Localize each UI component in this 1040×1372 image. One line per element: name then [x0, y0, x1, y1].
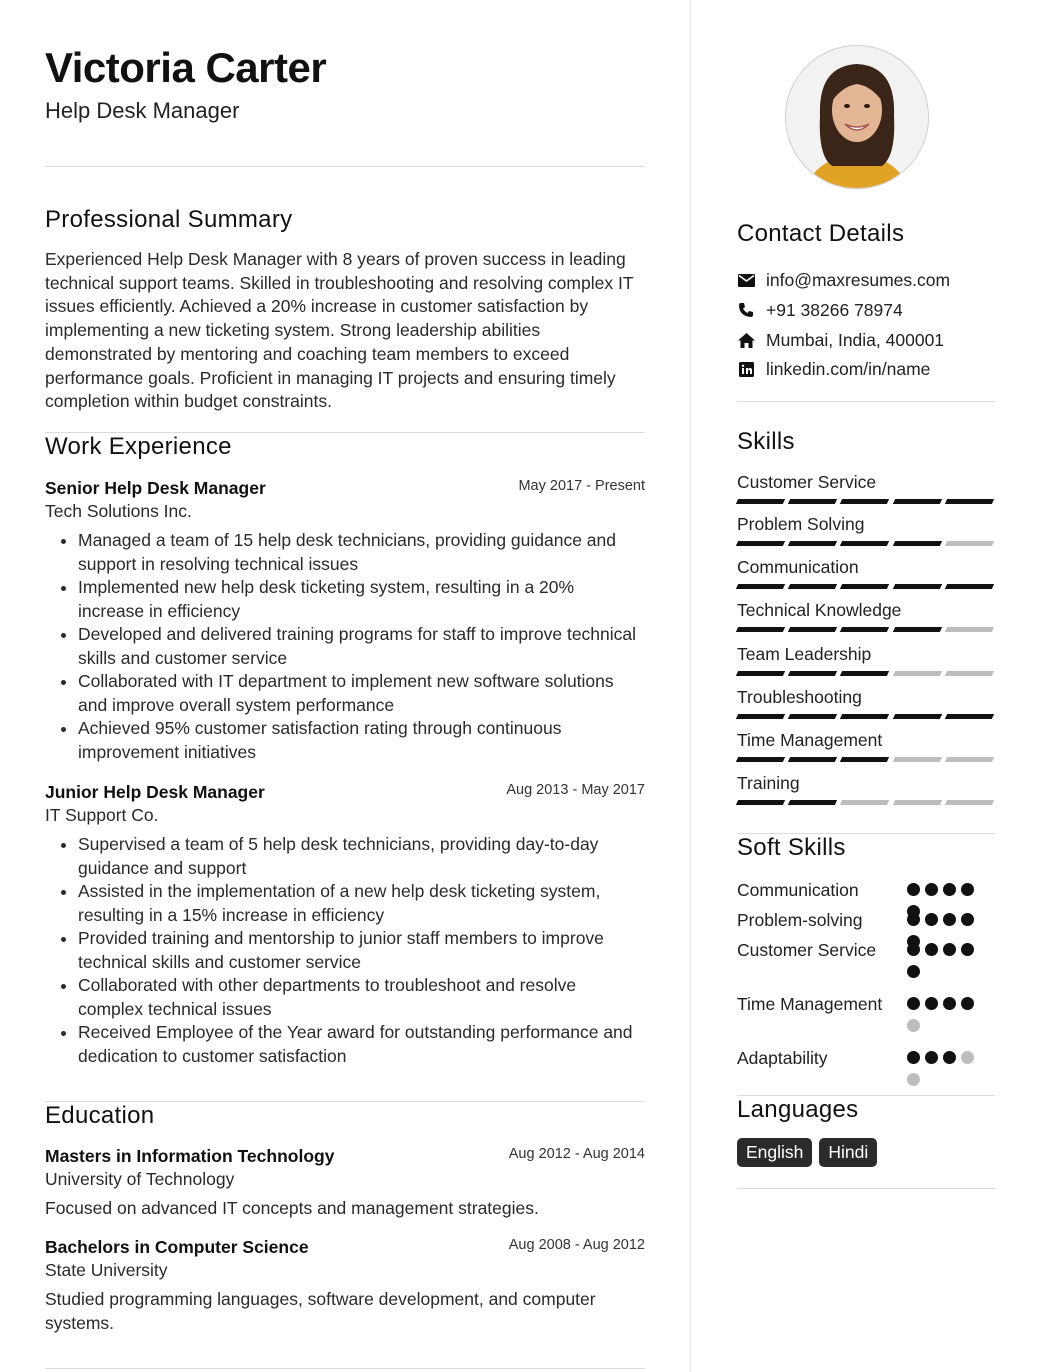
skill-level-segment: [892, 499, 942, 504]
job-bullet: • Supervised a team of 5 help desk technicians, providing day-to-day guidance and support: [78, 833, 645, 880]
soft-skill-name: Adaptability: [737, 1048, 828, 1068]
job-dates: May 2017 - Present: [518, 478, 645, 494]
soft-skills-heading: Soft Skills: [737, 834, 846, 861]
skill-item: [737, 600, 995, 621]
skill-level-segment: [736, 757, 786, 762]
rating-dot: [961, 913, 974, 926]
skill-level-segment: [945, 499, 995, 504]
education-dates: Aug 2012 - Aug 2014: [508, 1146, 645, 1162]
linkedin-text: linkedin.com/in/name: [766, 358, 931, 379]
degree: Bachelors in Computer Science: [45, 1237, 309, 1257]
skill-name: Customer Service: [737, 472, 877, 492]
skill-level-segment: [840, 541, 890, 546]
main-column: [45, 0, 645, 1372]
skill-name: Training: [737, 773, 800, 793]
skill-level-segment: [736, 714, 786, 719]
skill-level-segment: [892, 627, 942, 632]
skill-level-segment: [788, 714, 838, 719]
skill-level-segment: [840, 671, 890, 676]
skill-item: [737, 687, 995, 708]
profile-photo: [785, 45, 929, 189]
job-bullet: • Developed and delivered training programs for staff to improve technical skills and customer service: [78, 623, 645, 670]
divider: [737, 1188, 995, 1189]
skill-level-bar: [737, 714, 993, 719]
rating-dot: [907, 913, 920, 926]
contact-linkedin[interactable]: [737, 357, 930, 381]
skill-level-bar: [737, 671, 993, 676]
soft-skill-item: [737, 1046, 995, 1070]
skill-level-segment: [736, 800, 786, 805]
sidebar: [737, 0, 995, 1372]
skill-level-segment: [736, 671, 786, 676]
envelope-icon: [737, 271, 755, 289]
skill-level-segment: [788, 757, 838, 762]
address-text: Mumbai, India, 400001: [766, 329, 945, 350]
soft-skill-rating: [907, 997, 987, 1032]
job-bullet: • Provided training and mentorship to junior staff members to improve technical skills and customer service: [78, 927, 645, 974]
job-bullet: • Achieved 95% customer satisfaction rating through continuous improvement initiatives: [78, 717, 645, 764]
soft-skill-item: [737, 992, 995, 1016]
portrait-image: [786, 46, 928, 188]
job-dates: Aug 2013 - May 2017: [506, 782, 645, 798]
education-heading: Education: [45, 1102, 155, 1129]
soft-skill-name: Customer Service: [737, 940, 877, 960]
school: State University: [45, 1260, 168, 1280]
skill-level-segment: [788, 800, 838, 805]
rating-dot: [943, 913, 956, 926]
skill-level-bar: [737, 584, 993, 589]
job-bullet: • Collaborated with IT department to implement new software solutions and improve overall system performance: [78, 670, 645, 717]
skill-level-segment: [892, 584, 942, 589]
skill-name: Team Leadership: [737, 644, 872, 664]
skill-level-segment: [736, 584, 786, 589]
skill-level-segment: [788, 541, 838, 546]
skill-level-segment: [736, 627, 786, 632]
skill-level-segment: [840, 499, 890, 504]
skill-level-bar: [737, 627, 993, 632]
languages-list: [737, 1138, 877, 1167]
soft-skill-item: [737, 878, 995, 902]
skill-name: Technical Knowledge: [737, 600, 902, 620]
skill-level-segment: [945, 714, 995, 719]
rating-dot: [925, 883, 938, 896]
column-divider: [690, 0, 691, 1372]
phone-text: +91 38266 78974: [766, 299, 903, 320]
rating-dot: [961, 943, 974, 956]
skill-level-segment: [788, 499, 838, 504]
languages-heading: Languages: [737, 1096, 859, 1123]
soft-skill-rating: [907, 943, 987, 978]
divider: [45, 166, 645, 167]
skill-level-segment: [892, 541, 942, 546]
rating-dot: [961, 997, 974, 1010]
skill-level-segment: [945, 757, 995, 762]
contact-address: [737, 328, 944, 352]
rating-dot: [925, 1051, 938, 1064]
job-company: IT Support Co.: [45, 805, 159, 825]
linkedin-icon: [737, 360, 755, 378]
skill-level-segment: [945, 584, 995, 589]
skill-level-segment: [840, 584, 890, 589]
job-entry: [45, 478, 645, 764]
school: University of Technology: [45, 1169, 235, 1189]
job-bullet: • Assisted in the implementation of a new help desk ticketing system, resulting in a 15% increase in efficiency: [78, 880, 645, 927]
job-title: Junior Help Desk Manager: [45, 782, 265, 802]
skill-level-segment: [892, 757, 942, 762]
skill-level-bar: [737, 499, 993, 504]
divider: [737, 401, 995, 402]
skill-level-segment: [788, 627, 838, 632]
skill-level-segment: [788, 671, 838, 676]
candidate-name: Victoria Carter: [45, 44, 327, 91]
skill-level-segment: [736, 541, 786, 546]
experience-heading: Work Experience: [45, 433, 232, 460]
skill-item: [737, 514, 995, 535]
job-entry: [45, 782, 645, 1068]
skill-item: [737, 730, 995, 751]
skill-level-segment: [945, 671, 995, 676]
divider: [45, 1368, 645, 1369]
summary-heading: Professional Summary: [45, 206, 293, 233]
rating-dot: [943, 943, 956, 956]
soft-skill-name: Problem-solving: [737, 910, 863, 930]
soft-skill-item: [737, 938, 995, 962]
skill-level-segment: [892, 714, 942, 719]
skill-level-segment: [840, 757, 890, 762]
contact-phone[interactable]: [737, 298, 903, 322]
rating-dot: [907, 943, 920, 956]
rating-dot: [907, 997, 920, 1010]
job-bullet: • Managed a team of 15 help desk technicians, providing guidance and support in resolving technical issues: [78, 529, 645, 576]
skill-level-segment: [736, 499, 786, 504]
phone-icon: [737, 301, 755, 319]
email-text: info@maxresumes.com: [766, 269, 951, 290]
job-bullets: [45, 833, 645, 1068]
skill-level-segment: [892, 671, 942, 676]
skill-level-bar: [737, 757, 993, 762]
rating-dot: [925, 913, 938, 926]
soft-skill-rating: [907, 1051, 987, 1086]
rating-dot: [925, 997, 938, 1010]
rating-dot: [943, 1051, 956, 1064]
skill-level-segment: [892, 800, 942, 805]
skill-level-bar: [737, 541, 993, 546]
education-entry: [45, 1146, 645, 1221]
skill-level-bar: [737, 800, 993, 805]
skill-item: [737, 472, 995, 493]
skill-level-segment: [945, 541, 995, 546]
contact-email[interactable]: [737, 268, 950, 292]
language-chip: Hindi: [819, 1138, 877, 1167]
rating-dot: [961, 1051, 974, 1064]
rating-dot: [943, 997, 956, 1010]
job-bullet: • Received Employee of the Year award for outstanding performance and dedication to customer satisfaction: [78, 1021, 645, 1068]
job-company: Tech Solutions Inc.: [45, 501, 192, 521]
skill-name: Communication: [737, 557, 859, 577]
job-bullets: [45, 529, 645, 764]
rating-dot: [943, 883, 956, 896]
education-entry: [45, 1237, 645, 1335]
education-description: Studied programming languages, software development, and computer systems.: [45, 1289, 596, 1333]
degree: Masters in Information Technology: [45, 1146, 335, 1166]
soft-skill-name: Communication: [737, 880, 859, 900]
education-description: Focused on advanced IT concepts and management strategies.: [45, 1198, 539, 1218]
skill-level-segment: [840, 800, 890, 805]
rating-dot: [925, 943, 938, 956]
skill-item: [737, 644, 995, 665]
skill-level-segment: [840, 714, 890, 719]
candidate-title: Help Desk Manager: [45, 98, 240, 123]
skill-level-segment: [945, 627, 995, 632]
soft-skill-name: Time Management: [737, 994, 883, 1014]
rating-dot: [961, 883, 974, 896]
skill-level-segment: [840, 627, 890, 632]
home-icon: [737, 331, 755, 349]
skill-item: [737, 773, 995, 794]
skill-name: Troubleshooting: [737, 687, 862, 707]
job-bullet: • Collaborated with other departments to troubleshoot and resolve complex technical issues: [78, 974, 645, 1021]
skill-level-segment: [945, 800, 995, 805]
rating-dot: [907, 965, 920, 978]
contact-heading: Contact Details: [737, 220, 905, 247]
job-bullet: • Implemented new help desk ticketing system, resulting in a 20% increase in efficiency: [78, 576, 645, 623]
education-dates: Aug 2008 - Aug 2012: [508, 1237, 645, 1253]
skill-item: [737, 557, 995, 578]
skill-level-segment: [788, 584, 838, 589]
skills-heading: Skills: [737, 428, 795, 455]
job-title: Senior Help Desk Manager: [45, 478, 266, 498]
soft-skill-item: [737, 908, 995, 932]
rating-dot: [907, 1073, 920, 1086]
skill-name: Problem Solving: [737, 514, 865, 534]
rating-dot: [907, 883, 920, 896]
rating-dot: [907, 1051, 920, 1064]
summary-text: Experienced Help Desk Manager with 8 years of proven success in leading technical support teams. Skilled in troubleshooting and resolving complex IT issues efficiently. Achieved a 20% increase in customer satisfaction by implementing a new ticketing system. Strong leadership abilities demonstrated by mentoring and coaching team members to exceed performance goals. Proficient in managing IT projects and ensuring timely completion within budget constraints.: [45, 249, 634, 412]
rating-dot: [907, 1019, 920, 1032]
skill-name: Time Management: [737, 730, 883, 750]
language-chip: English: [737, 1138, 812, 1167]
